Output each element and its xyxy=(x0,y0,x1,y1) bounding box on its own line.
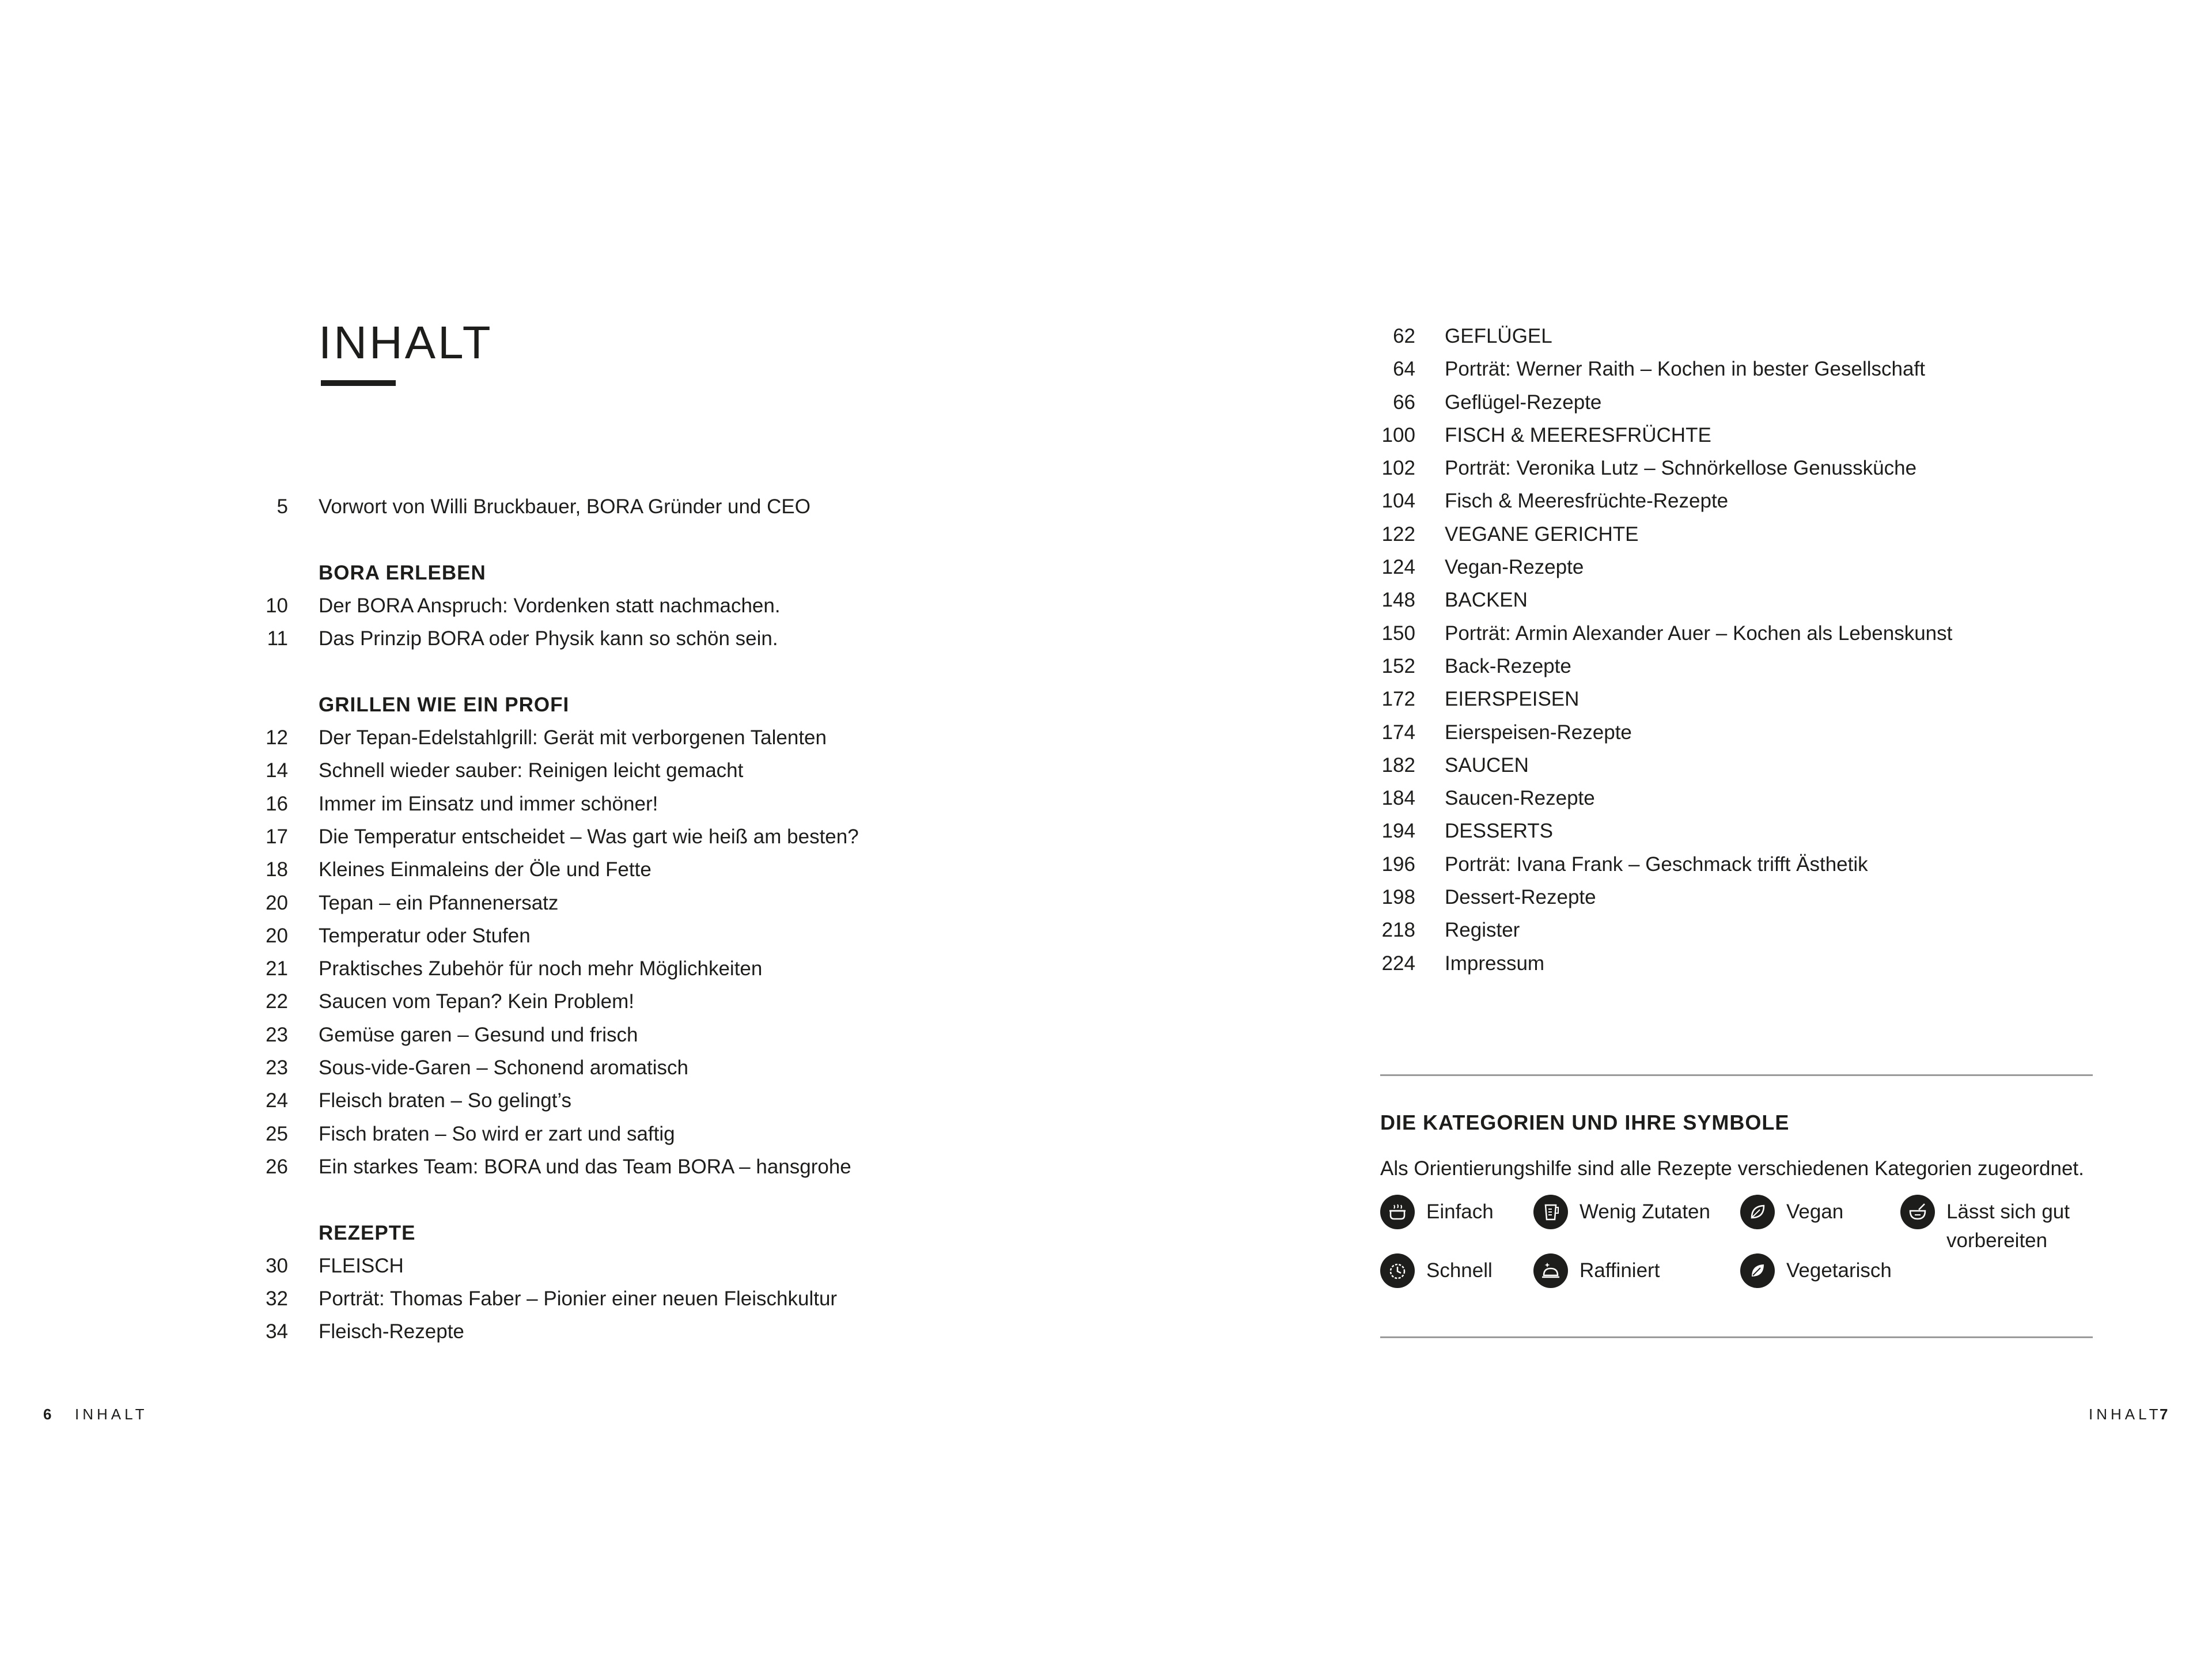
toc-entry-text: Kleines Einmaleins der Öle und Fette xyxy=(319,858,652,881)
toc-page-number: 32 xyxy=(266,1287,288,1310)
toc-page-number: 25 xyxy=(266,1122,288,1145)
toc-page-number: 62 xyxy=(1393,325,1415,347)
toc-entry xyxy=(1106,881,2212,914)
toc-list-left xyxy=(0,490,979,1349)
toc-page-number: 104 xyxy=(1381,490,1415,513)
leaf-outline-icon xyxy=(1740,1195,1775,1229)
footer-page-number-right: 7 xyxy=(2160,1406,2168,1423)
toc-entry xyxy=(1106,782,2212,815)
toc-entry xyxy=(0,1282,979,1315)
toc-page-number: 174 xyxy=(1381,721,1415,744)
toc-section-heading xyxy=(0,688,979,721)
toc-page-number: 5 xyxy=(276,495,288,518)
toc-entry xyxy=(0,1249,979,1282)
toc-entry-text: Vegan-Rezepte xyxy=(1445,556,1584,579)
toc-entry xyxy=(0,1084,979,1117)
toc-entry-text: FISCH & MEERESFRÜCHTE xyxy=(1445,423,1711,446)
toc-entry xyxy=(1106,419,2212,452)
toc-page-number: 34 xyxy=(266,1320,288,1343)
category-label: Schnell xyxy=(1426,1259,1493,1282)
toc-spacer xyxy=(0,1183,979,1216)
toc-entry xyxy=(0,919,979,952)
toc-entry xyxy=(1106,617,2212,650)
categories-top-rule xyxy=(1380,1074,2093,1076)
toc-entry-text: Das Prinzip BORA oder Physik kann so schön sein. xyxy=(319,627,778,650)
toc-page-number: 182 xyxy=(1381,753,1415,777)
toc-entry-text: Porträt: Werner Raith – Kochen in bester Gesellschaft xyxy=(1445,358,1925,381)
toc-section-heading xyxy=(0,1217,979,1249)
toc-page-number: 26 xyxy=(266,1155,288,1178)
leaf-filled-icon xyxy=(1740,1253,1775,1288)
toc-entry xyxy=(1106,584,2212,616)
toc-entry xyxy=(1106,914,2212,946)
toc-entry xyxy=(0,1150,979,1183)
toc-entry xyxy=(0,490,979,523)
toc-entry-text: Gemüse garen – Gesund und frisch xyxy=(319,1023,638,1046)
toc-entry-text: FLEISCH xyxy=(319,1254,404,1277)
toc-entry xyxy=(0,787,979,820)
toc-entry-text: Register xyxy=(1445,919,1520,942)
toc-page-number: 21 xyxy=(266,957,288,980)
toc-entry xyxy=(0,1315,979,1348)
toc-entry xyxy=(1106,815,2212,847)
toc-entry-text: Immer im Einsatz und immer schöner! xyxy=(319,792,658,815)
toc-page-number: 30 xyxy=(266,1254,288,1277)
toc-entry-text: Back-Rezepte xyxy=(1445,654,1571,677)
toc-entry xyxy=(1106,716,2212,749)
categories-box xyxy=(1380,1074,2093,1339)
category-vegetarisch xyxy=(1740,1253,1892,1288)
toc-page-number: 24 xyxy=(266,1089,288,1112)
toc-entry xyxy=(0,1051,979,1084)
toc-entry-text: Schnell wieder sauber: Reinigen leicht gemacht xyxy=(319,759,744,782)
page-title: INHALT xyxy=(319,317,493,368)
category-label: Raffiniert xyxy=(1580,1259,1660,1282)
cloche-icon xyxy=(1533,1253,1568,1288)
category-schnell xyxy=(1380,1253,1493,1288)
toc-entry-text: Fleisch braten – So gelingt’s xyxy=(319,1089,572,1112)
toc-entry-text: Ein starkes Team: BORA und das Team BORA – hansgrohe xyxy=(319,1155,851,1178)
toc-spacer xyxy=(0,523,979,556)
toc-entry xyxy=(1106,650,2212,683)
toc-entry-text: Porträt: Armin Alexander Auer – Kochen als Lebenskunst xyxy=(1445,622,1953,645)
toc-page-number: 124 xyxy=(1381,556,1415,579)
toc-entry-text: Praktisches Zubehör für noch mehr Möglichkeiten xyxy=(319,957,763,980)
toc-entry-text: Saucen-Rezepte xyxy=(1445,787,1595,810)
toc-page-number: 196 xyxy=(1381,853,1415,876)
right-page xyxy=(1106,0,2212,1659)
toc-heading-text: REZEPTE xyxy=(319,1221,416,1244)
toc-entry-text: EIERSPEISEN xyxy=(1445,688,1580,711)
footer-label-left: INHALT xyxy=(75,1406,148,1423)
toc-entry xyxy=(0,887,979,919)
toc-entry-text: SAUCEN xyxy=(1445,753,1529,777)
toc-page-number: 18 xyxy=(266,858,288,881)
categories-description: Als Orientierungshilfe sind alle Rezepte verschiedenen Kategorien zugeordnet. xyxy=(1380,1157,2084,1180)
toc-page-number: 172 xyxy=(1381,688,1415,711)
toc-entry xyxy=(0,952,979,985)
toc-page-number: 152 xyxy=(1381,654,1415,677)
toc-page-number: 20 xyxy=(266,924,288,947)
toc-entry-text: Porträt: Thomas Faber – Pionier einer neuen Fleischkultur xyxy=(319,1287,838,1310)
toc-entry xyxy=(1106,551,2212,584)
toc-page-number: 14 xyxy=(266,759,288,782)
toc-entry xyxy=(1106,683,2212,715)
toc-entry-text: Fisch & Meeresfrüchte-Rezepte xyxy=(1445,490,1729,513)
toc-entry-text: DESSERTS xyxy=(1445,820,1554,843)
toc-section-heading xyxy=(0,556,979,589)
toc-entry xyxy=(0,589,979,622)
categories-grid xyxy=(1380,1195,2093,1339)
category-label: Wenig Zutaten xyxy=(1580,1200,1710,1223)
toc-entry xyxy=(0,622,979,655)
category-label: Vegan xyxy=(1786,1200,1844,1223)
toc-entry xyxy=(1106,386,2212,419)
toc-list-right xyxy=(1106,320,2212,980)
toc-entry-text: Porträt: Veronika Lutz – Schnörkellose Genussküche xyxy=(1445,457,1917,480)
toc-entry xyxy=(0,754,979,787)
toc-entry xyxy=(1106,848,2212,881)
toc-page-number: 148 xyxy=(1381,589,1415,612)
toc-page-number: 194 xyxy=(1381,820,1415,843)
measuring-cup-icon xyxy=(1533,1195,1568,1229)
toc-entry xyxy=(1106,320,2212,353)
toc-entry-text: Der BORA Anspruch: Vordenken statt nachmachen. xyxy=(319,594,781,617)
category-vegan xyxy=(1740,1195,1843,1229)
toc-page-number: 20 xyxy=(266,891,288,914)
toc-heading-text: GRILLEN WIE EIN PROFI xyxy=(319,693,570,716)
toc-entry xyxy=(1106,452,2212,484)
toc-page-number: 184 xyxy=(1381,787,1415,810)
toc-entry-text: VEGANE GERICHTE xyxy=(1445,522,1639,546)
mixing-bowl-icon xyxy=(1900,1195,1935,1229)
toc-entry-text: Saucen vom Tepan? Kein Problem! xyxy=(319,990,635,1013)
toc-entry-text: Porträt: Ivana Frank – Geschmack trifft Ästhetik xyxy=(1445,853,1868,876)
toc-entry-text: Der Tepan-Edelstahlgrill: Gerät mit verborgenen Talenten xyxy=(319,726,827,749)
toc-page-number: 66 xyxy=(1393,391,1415,414)
toc-page-number: 122 xyxy=(1381,522,1415,546)
toc-page-number: 23 xyxy=(266,1023,288,1046)
toc-page-number: 17 xyxy=(266,825,288,848)
title-underline xyxy=(321,380,396,386)
toc-page-number: 102 xyxy=(1381,457,1415,480)
toc-entry-text: Temperatur oder Stufen xyxy=(319,924,531,947)
toc-entry xyxy=(0,1118,979,1150)
toc-page-number: 16 xyxy=(266,792,288,815)
toc-entry-text: Fleisch-Rezepte xyxy=(319,1320,464,1343)
toc-entry xyxy=(1106,947,2212,980)
pot-icon xyxy=(1380,1195,1415,1229)
toc-entry-text: Dessert-Rezepte xyxy=(1445,886,1596,909)
toc-page-number: 22 xyxy=(266,990,288,1013)
toc-entry-text: BACKEN xyxy=(1445,589,1528,612)
categories-title: DIE KATEGORIEN UND IHRE SYMBOLE xyxy=(1380,1111,1790,1134)
category-einfach xyxy=(1380,1195,1494,1229)
toc-entry xyxy=(1106,749,2212,782)
toc-entry xyxy=(0,1018,979,1051)
toc-entry xyxy=(0,853,979,886)
toc-heading-text: BORA ERLEBEN xyxy=(319,561,486,584)
toc-page-number: 218 xyxy=(1381,919,1415,942)
toc-page-number: 12 xyxy=(266,726,288,749)
toc-page-number: 198 xyxy=(1381,886,1415,909)
toc-entry-text: Tepan – ein Pfannenersatz xyxy=(319,891,559,914)
toc-entry-text: Impressum xyxy=(1445,952,1545,975)
toc-entry-text: Die Temperatur entscheidet – Was gart wie heiß am besten? xyxy=(319,825,859,848)
footer-page-number-left: 6 xyxy=(43,1406,52,1423)
toc-entry-text: Eierspeisen-Rezepte xyxy=(1445,721,1632,744)
toc-page-number: 64 xyxy=(1393,358,1415,381)
toc-entry xyxy=(0,721,979,754)
toc-entry xyxy=(0,985,979,1018)
footer-label-right: INHALT xyxy=(2089,1406,2162,1423)
toc-entry xyxy=(1106,484,2212,517)
category-wenig-zutaten xyxy=(1533,1195,1710,1229)
toc-page-number: 11 xyxy=(267,627,288,650)
toc-entry-text: Fisch braten – So wird er zart und saftig xyxy=(319,1122,675,1145)
clock-icon xyxy=(1380,1253,1415,1288)
category-label: Vegetarisch xyxy=(1786,1259,1892,1282)
category-label: Lässt sich gut vorbereiten xyxy=(1946,1200,2070,1252)
toc-entry-text: Vorwort von Willi Bruckbauer, BORA Gründer und CEO xyxy=(319,495,810,518)
toc-entry-text: Geflügel-Rezepte xyxy=(1445,391,1602,414)
toc-entry xyxy=(0,820,979,853)
toc-entry-text: Sous-vide-Garen – Schonend aromatisch xyxy=(319,1056,689,1080)
toc-entry xyxy=(1106,518,2212,551)
toc-page-number: 100 xyxy=(1381,423,1415,446)
toc-spacer xyxy=(0,655,979,688)
category-label: Einfach xyxy=(1426,1200,1494,1223)
toc-page-number: 23 xyxy=(266,1056,288,1080)
categories-bottom-rule xyxy=(1380,1336,2093,1338)
toc-page-number: 150 xyxy=(1381,622,1415,645)
toc-page-number: 10 xyxy=(266,594,288,617)
toc-page-number: 224 xyxy=(1381,952,1415,975)
category-vorbereiten xyxy=(1900,1195,2096,1255)
toc-entry xyxy=(1106,353,2212,385)
toc-entry-text: GEFLÜGEL xyxy=(1445,325,1552,347)
category-raffiniert xyxy=(1533,1253,1660,1288)
